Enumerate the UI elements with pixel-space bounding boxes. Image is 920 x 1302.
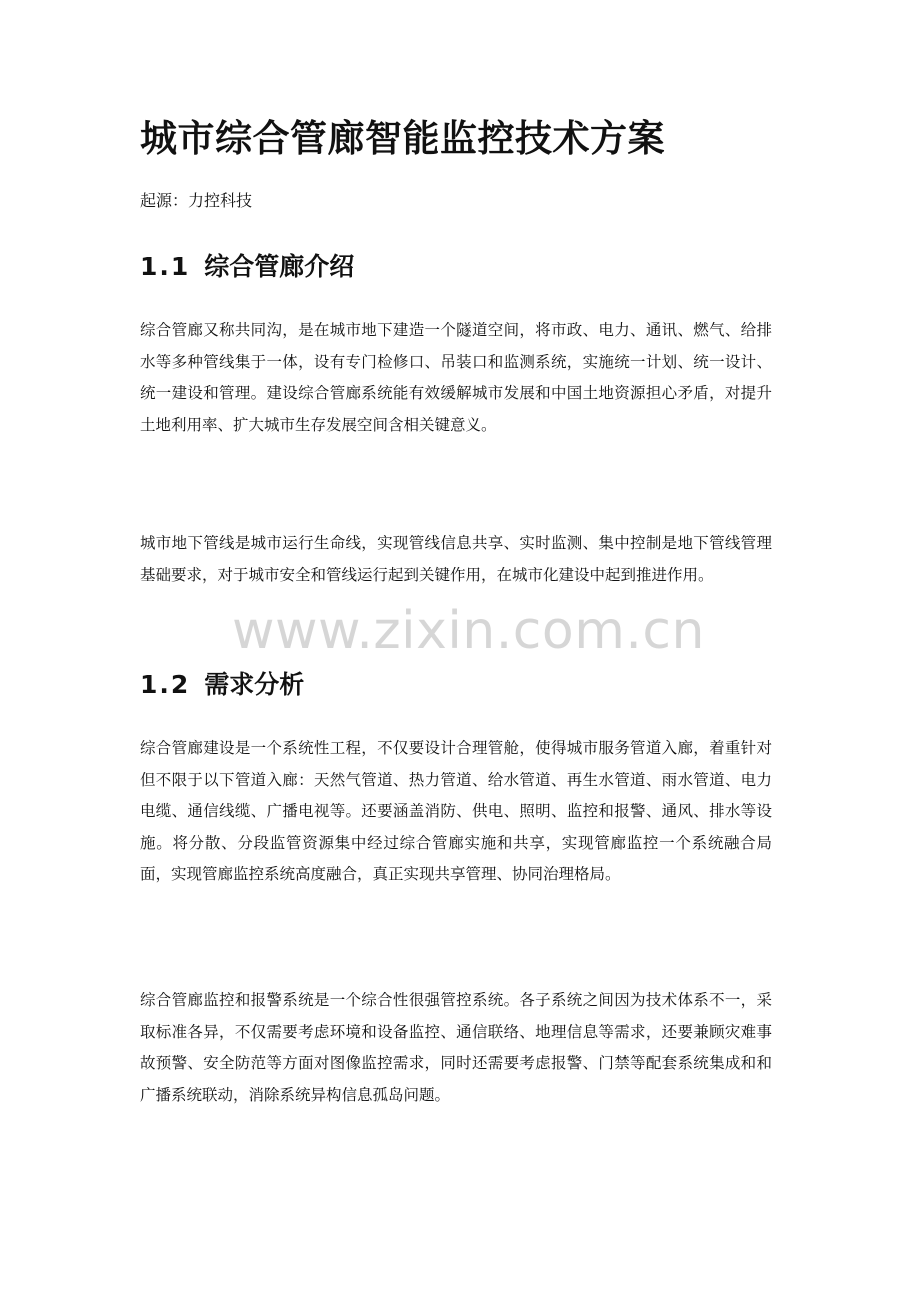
section-number: 1.1 [140, 252, 191, 281]
section-number: 1.2 [140, 670, 191, 699]
document-source: 起源：力控科技 [140, 191, 253, 210]
section-title: 综合管廊介绍 [204, 252, 355, 281]
document-title: 城市综合管廊智能监控技术方案 [140, 116, 665, 160]
paragraph: 综合管廊又称共同沟，是在城市地下建造一个隧道空间，将市政、电力、通讯、燃气、给排水等多种管线集于一体，设有专门检修口、吊装口和监测系统，实施统一计划、统一设计、统一建设和管理。建设综合管廊系统能有效缓解城市发展和中国土地资源担心矛盾，对提升土地利用率、扩大城市生存发展空间含相关键意义。 [140, 321, 772, 434]
paragraph: 综合管廊监控和报警系统是一个综合性很强管控系统。各子系统之间因为技术体系不一，采取标准各异，不仅需要考虑环境和设备监控、通信联络、地理信息等需求，还要兼顾灾难事故预警、安全防范等方面对图像监控需求，同时还需要考虑报警、门禁等配套系统集成和和广播系统联动，消除系统异构信息孤岛问题。 [140, 991, 772, 1104]
paragraph: 城市地下管线是城市运行生命线，实现管线信息共享、实时监测、集中控制是地下管线管理基础要求，对于城市安全和管线运行起到关键作用，在城市化建设中起到推进作用。 [140, 534, 772, 584]
section-heading-1-1 [140, 247, 354, 287]
watermark: www.zixin.com.cn [232, 601, 705, 661]
section-heading-1-2 [140, 665, 304, 705]
paragraph: 综合管廊建设是一个系统性工程，不仅要设计合理管舱，使得城市服务管道入廊，着重针对但不限于以下管道入廊：天然气管道、热力管道、给水管道、再生水管道、雨水管道、电力电缆、通信线缆、广播电视等。还要涵盖消防、供电、照明、监控和报警、通风、排水等设施。将分散、分段监管资源集中经过综合管廊实施和共享，实现管廊监控一个系统融合局面，实现管廊监控系统高度融合，真正实现共享管理、协同治理格局。 [140, 739, 772, 884]
section-title: 需求分析 [204, 670, 305, 699]
